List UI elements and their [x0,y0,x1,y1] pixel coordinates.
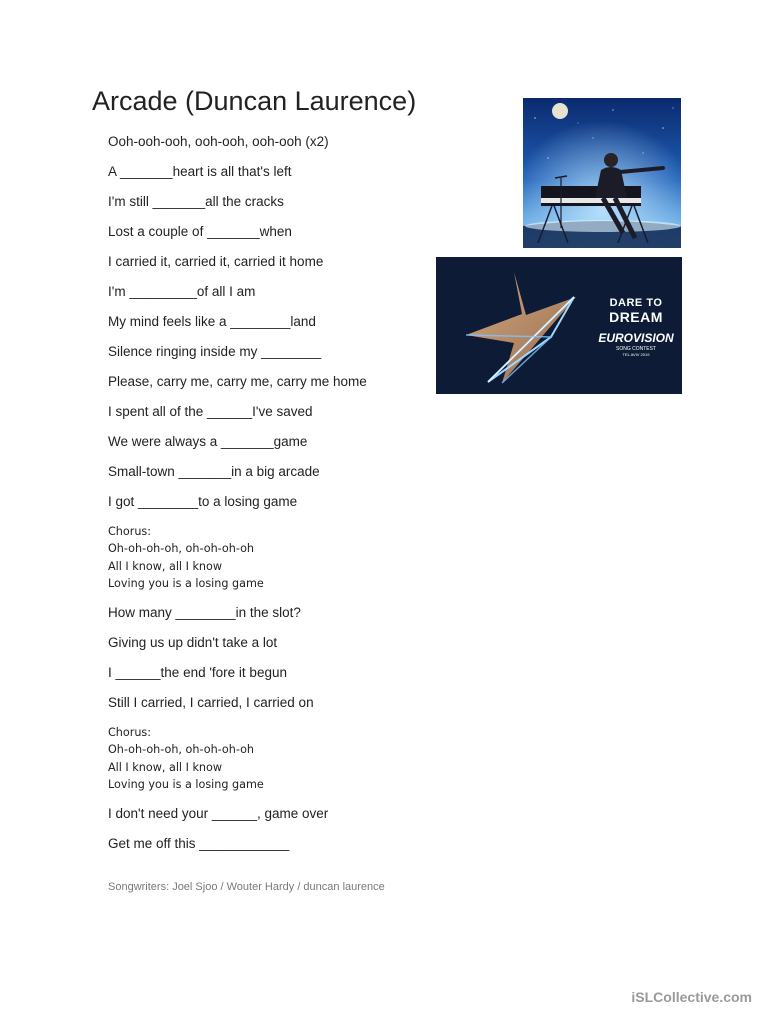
lyric-line: We were always a _______game [108,434,308,449]
lyric-line: Silence ringing inside my ________ [108,344,322,359]
lyric-line: A _______heart is all that's left [108,164,292,179]
lyric-line: I spent all of the ______I've saved [108,404,313,419]
lyric-line: I don't need your ______, game over [108,806,329,821]
lyric-line: I'm still _______all the cracks [108,194,284,209]
logo-sub2: TEL AVIV 2019 [622,352,650,357]
watermark: iSLCollective.com [631,989,752,1005]
chorus-line: Loving you is a losing game [108,576,264,590]
lyric-line: Small-town _______in a big arcade [108,464,320,479]
logo-line1: DARE TO [609,297,663,309]
stage-photo [523,98,681,248]
chorus-block [108,523,264,592]
lyric-line: I got ________to a losing game [108,494,298,509]
songwriter-credit: Songwriters: Joel Sjoo / Wouter Hardy / duncan laurence [108,881,385,893]
logo-brand: EUROVISION [598,331,674,345]
eurovision-logo [436,257,682,394]
lyric-line: I ______the end 'fore it begun [108,665,287,680]
lyric-line: I carried it, carried it, carried it home [108,254,324,269]
chorus-label: Chorus: [108,525,152,538]
lyric-line: Ooh-ooh-ooh, ooh-ooh, ooh-ooh (x2) [108,134,329,149]
lyric-line: Please, carry me, carry me, carry me home [108,374,367,389]
lyric-line: How many ________in the slot? [108,605,301,620]
chorus-block [108,724,264,793]
lyric-line: My mind feels like a ________land [108,314,316,329]
logo-sub1: SONG CONTEST [615,346,656,352]
chorus-line: Oh-oh-oh-oh, oh-oh-oh-oh [108,743,255,757]
lyric-line: I'm _________of all I am [108,284,256,299]
lyric-line: Get me off this ____________ [108,836,290,851]
logo-line2: DREAM [609,309,663,325]
lyric-line: Lost a couple of _______when [108,224,292,239]
stage-photo-illustration [523,98,681,248]
lyric-line: Giving us up didn't take a lot [108,635,278,650]
chorus-line: All I know, all I know [108,559,223,573]
chorus-line: Oh-oh-oh-oh, oh-oh-oh-oh [108,542,255,556]
lyric-line: Still I carried, I carried, I carried on [108,695,314,710]
chorus-label: Chorus: [108,726,152,739]
chorus-line: Loving you is a losing game [108,777,264,791]
chorus-line: All I know, all I know [108,760,223,774]
page-title: Arcade (Duncan Laurence) [92,86,417,116]
